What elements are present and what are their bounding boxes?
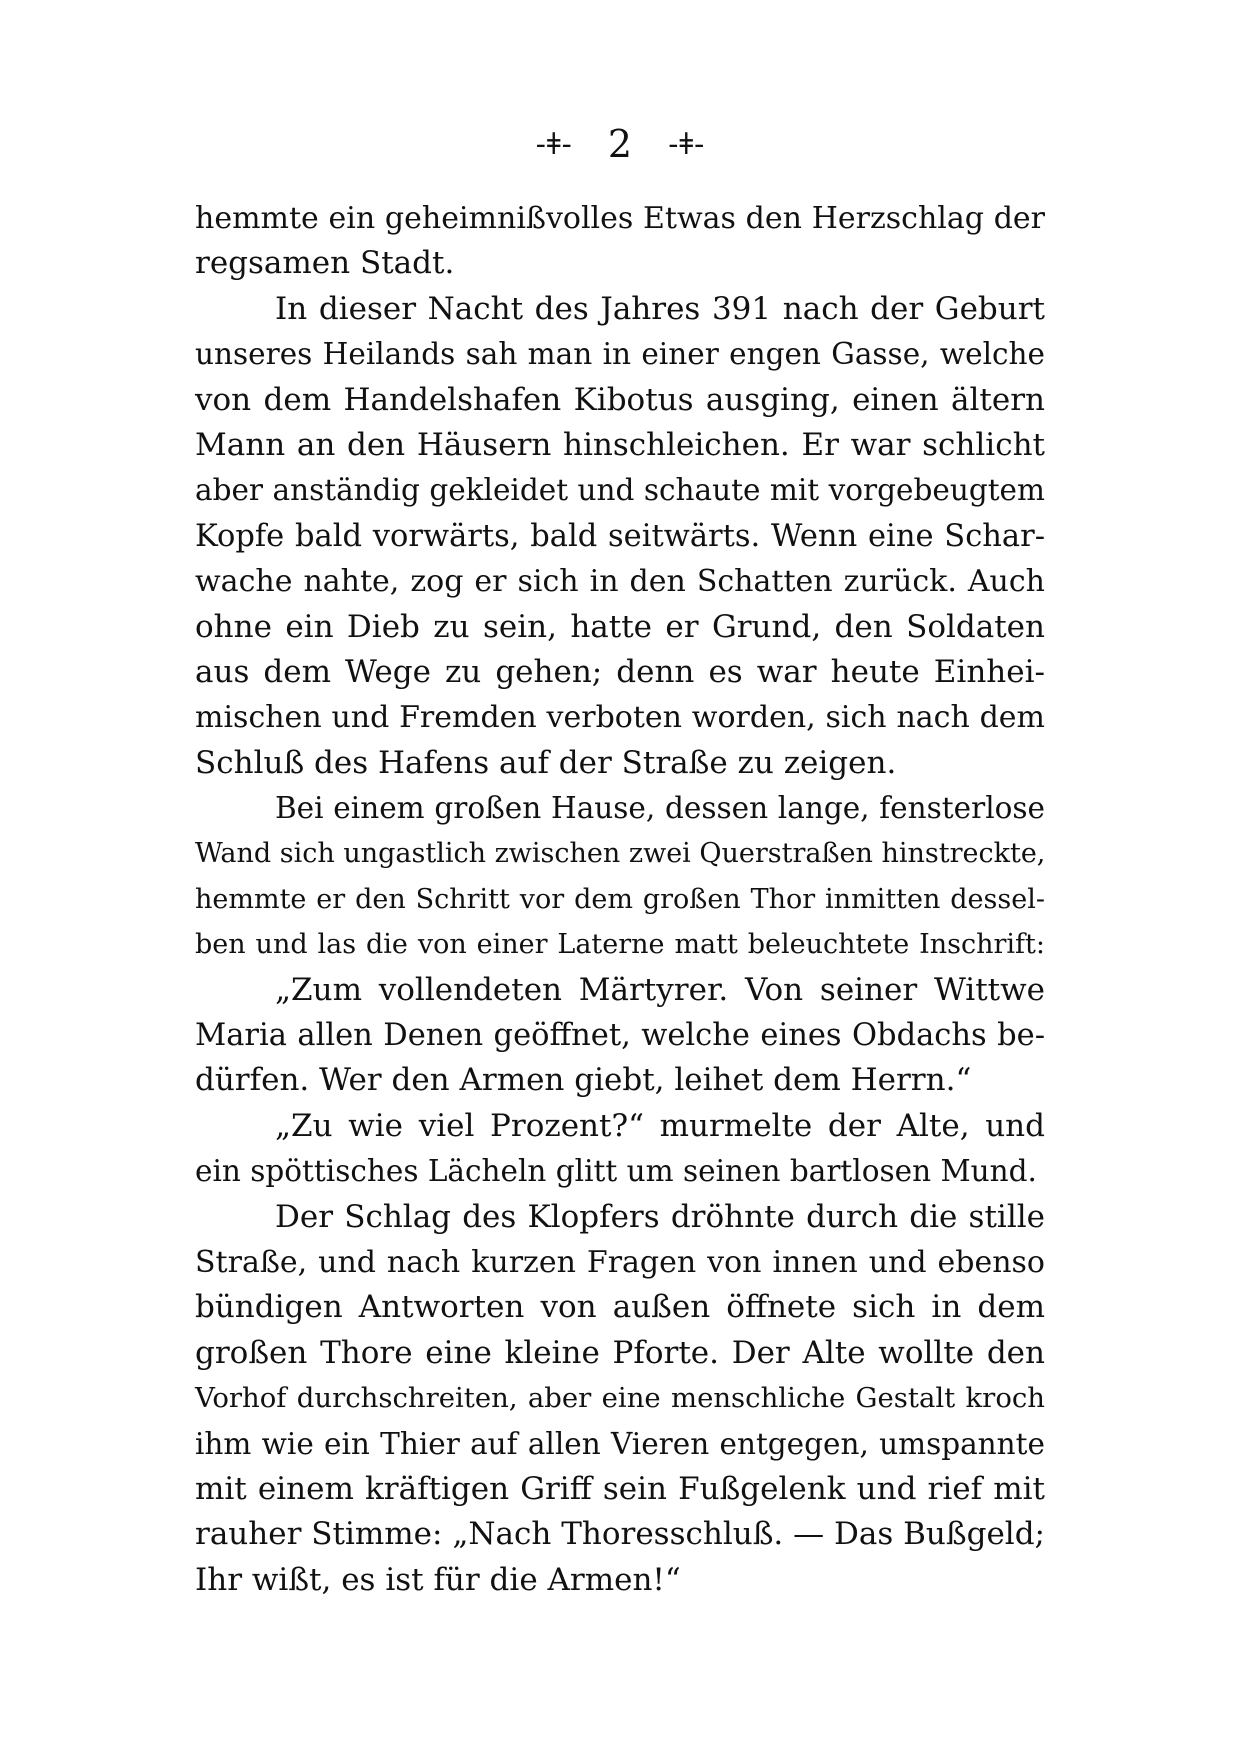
- text-line: rauher Stimme: „Nach Thoresschluß. — Das Bußgeld;: [195, 1516, 1045, 1553]
- text-line: Vorhof durchschreiten, aber eine menschliche Gestalt kroch: [195, 1382, 1045, 1415]
- text-line: ein spöttisches Lächeln glitt um seinen bartlosen Mund.: [195, 1154, 1037, 1189]
- text-line: unseres Heilands sah man in einer engen Gasse, welche: [195, 337, 1045, 372]
- text-line: In dieser Nacht des Jahres 391 nach der Geburt: [275, 290, 1045, 327]
- text-line: Maria allen Denen geöffnet, welche eines Obdachs be-: [195, 1018, 1045, 1054]
- page-header: [0, 122, 1241, 167]
- text-line: ohne ein Dieb zu sein, hatte er Grund, den Soldaten: [195, 608, 1045, 645]
- text-line: Straße, und nach kurzen Fragen von innen und ebenso: [195, 1244, 1045, 1280]
- body-text: [195, 196, 1045, 1603]
- text-line: dürfen. Wer den Armen giebt, leihet dem Herrn.“: [195, 1062, 972, 1099]
- text-line: Ihr wißt, es ist für die Armen!“: [195, 1561, 681, 1598]
- text-line: Mann an den Häusern hinschleichen. Er war schlicht: [195, 426, 1045, 463]
- text-line: Wand sich ungastlich zwischen zwei Querstraßen hinstreckte,: [195, 838, 1046, 870]
- text-line: von dem Handelshafen Kibotus ausging, einen ältern: [195, 381, 1045, 418]
- text-line: mischen und Fremden verboten worden, sich nach dem: [195, 700, 1045, 736]
- text-line: „Zum vollendeten Märtyrer. Von seiner Wittwe: [275, 971, 1045, 1008]
- page-number: 2: [607, 122, 634, 166]
- text-line: Kopfe bald vorwärts, bald seitwärts. Wenn eine Schar-: [195, 518, 1045, 554]
- text-line: großen Thore eine kleine Pforte. Der Alte wollte den: [195, 1334, 1045, 1371]
- text-line: Bei einem großen Hause, dessen lange, fensterlose: [275, 791, 1045, 826]
- text-line: regsamen Stadt.: [195, 245, 455, 282]
- text-line: Schluß des Hafens auf der Straße zu zeigen.: [195, 744, 897, 781]
- text-line: hemmte er den Schritt vor dem großen Thor inmitten dessel-: [195, 883, 1045, 915]
- text-line: bündigen Antworten von außen öffnete sich in dem: [195, 1289, 1045, 1326]
- text-line: hemmte ein geheimnißvolles Etwas den Herzschlag der: [195, 201, 1045, 236]
- ornament-left: -ǂ-: [535, 127, 573, 162]
- text-line: mit einem kräftigen Griff sein Fußgelenk und rief mit: [195, 1470, 1045, 1507]
- text-line: Der Schlag des Klopfers dröhnte durch die stille: [275, 1198, 1045, 1235]
- text-line: ben und las die von einer Laterne matt beleuchtete Inschrift:: [195, 929, 1045, 961]
- text-line: wache nahte, zog er sich in den Schatten zurück. Auch: [195, 564, 1045, 600]
- text-line: aber anständig gekleidet und schaute mit vorgebeugtem: [195, 473, 1045, 508]
- text-line: aus dem Wege zu gehen; denn es war heute Einhei-: [195, 653, 1045, 690]
- ornament-right: -ǂ-: [668, 127, 706, 162]
- text-line: „Zu wie viel Prozent?“ murmelte der Alte, und: [275, 1107, 1045, 1144]
- text-line: ihm wie ein Thier auf allen Vieren entgegen, umspannte: [195, 1426, 1045, 1461]
